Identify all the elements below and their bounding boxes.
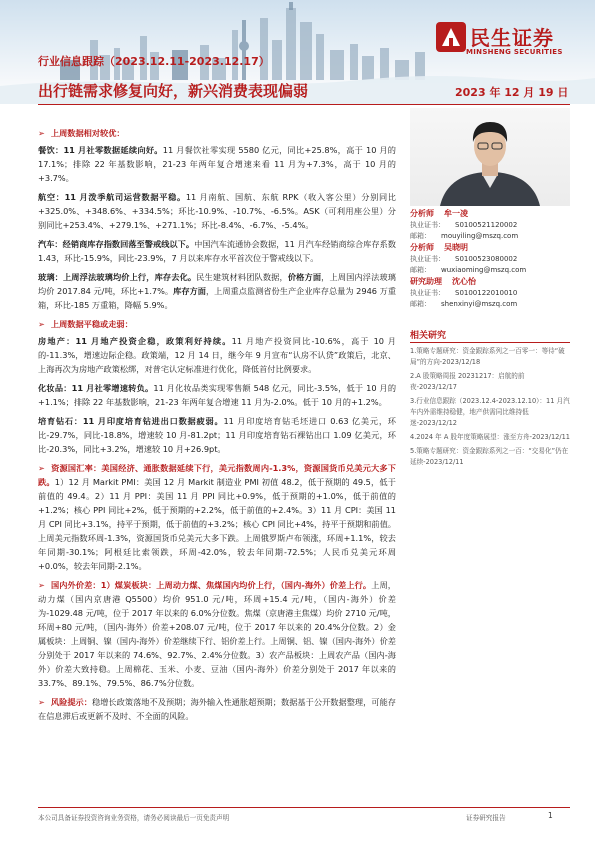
arrow-icon: ➢ bbox=[38, 319, 45, 329]
related-rule bbox=[410, 342, 570, 343]
related-item[interactable]: 2.A 股策略周报 20231217：启航的前夜-2023/12/17 bbox=[410, 372, 525, 391]
footer-doc-type: 证券研究报告 bbox=[466, 814, 506, 822]
related-item[interactable]: 4.2024 年 A 股年度策略展望：涨至方舟-2023/12/11 bbox=[410, 433, 570, 441]
paragraph-fx: ➢ 资源国汇率：美国经济、通胀数据延续下行，美元指数周内-1.3%，资源国货币兑美元大多下跌。1）12 月 Markit PMI：美国 12 月 Markit 制造业 PMI 初值 48.2，低于预期的 49.5，低于前值的 49.4。2）11 月 PPI：美国 11 月 PPI 同比+0.9%，低于预期的+1.0%，低于前值的+1.2%；核心 PPI 同比+2%，低于预期的+2.2%，低于前值的+2.4%。3）11 月 CPI：美国 11 月 CPI 同比+3.1%，持平于预期，低于前值的+3.2%；核心 CPI 同比+4%，持平于预期和前值。上周美元指数环周-1.3%，资源国货币兑美元大多下跌。上周俄罗斯卢布领涨，环周+1.1%，较去年同期-30.1%；阿根廷比索领跌，环周-42.0%，较去年同期-72.5%；人民币兑美元环周+0.0%，较去年同期-2.1%。 bbox=[38, 463, 396, 571]
analyst-card: 研究助理 沈心怡 执业证书： S0100122010010 邮箱： shenxinyi@mszq.com bbox=[410, 277, 518, 308]
analyst-portrait-image bbox=[410, 108, 570, 206]
main-column bbox=[38, 124, 396, 728]
paragraph-glass: 玻璃：上周浮法玻璃均价上行，库存去化。民生建筑材料团队数据，价格方面，上周国内浮法玻璃均价 2017.84 元/吨，环比+1.7%。库存方面，上周重点监测省份生产企业库存总量为 2946 万重箱，环比-185 万重箱，降幅 5.9%。 bbox=[38, 272, 397, 310]
page-number: 1 bbox=[548, 811, 553, 820]
analyst-card: 分析师 吴晓明 执业证书： S0100523080002 邮箱： wuxiaoming@mszq.com bbox=[410, 243, 527, 274]
header-banner bbox=[0, 0, 595, 104]
footer-disclaimer: 本公司具备证券投资咨询业务资格，请务必阅读最后一页免责声明 bbox=[38, 814, 230, 822]
logo-subtext: MINSHENG SECURITIES bbox=[466, 48, 563, 56]
paragraph-real-estate: 房地产：11 月地产投资企稳，政策利好持续。11 月地产投资同比-10.6%，高于 10 月的-11.3%，增速边际企稳。政策端，12 月 14 日，继今年 9 月宣布“认房不认贷”政策后，北京、上海再次为房地产政策松绑，对普宅认定标准进行优化，降低首付比例要求。 bbox=[38, 336, 396, 374]
related-item[interactable]: 1.策略专题研究：资金跟踪系列之一百零一：等待“破局”的方向-2023/12/18 bbox=[410, 347, 565, 366]
logo-text: 民生证券 bbox=[470, 26, 554, 50]
related-research-title: 相关研究 bbox=[410, 331, 447, 341]
paragraph-diamond: 培育钻石：11 月印度培育钻进出口数据疲弱。11 月印度培育钻毛坯进口 0.63 亿美元，环比-29.7%，同比-18.8%，增速较 10 月-81.2pt；11 月印度培育钻石裸钻出口 1.09 亿美元，环比-20.3%，同比+3.2%，增速较 10 月+26.9pt。 bbox=[38, 416, 396, 454]
paragraph-auto: 汽车：经销商库存指数回落至警戒线以下。中国汽车流通协会数据，11 月汽车经销商综合库存系数 1.43，环比-15.9%，同比-23.9%，7 月以来库存水平首次位于警戒线以下。 bbox=[38, 239, 396, 263]
arrow-icon: ➢ bbox=[38, 697, 45, 707]
analyst-card: 分析师 牟一凌 执业证书： S0100521120002 邮箱： mouyiling@mszq.com bbox=[410, 209, 519, 240]
report-title: 出行链需求修复向好，新兴消费表现偏弱 bbox=[38, 82, 309, 100]
arrow-icon: ➢ bbox=[38, 580, 45, 590]
arrow-icon: ➢ bbox=[38, 128, 45, 138]
paragraph-cosmetics: 化妆品：11 月社零增速转负。11 月化妆品类实现零售额 548 亿元，同比-3.5%，低于 10 月的+1.1%；排除 22 年基数影响，21-23 年两年复合增速 11 月为-2.0%。低于 10 月的+1.2%。 bbox=[38, 383, 397, 407]
report-date: 2023 年 12 月 19 日 bbox=[455, 86, 569, 99]
footer-rule bbox=[38, 807, 570, 808]
related-item[interactable]: 5.策略专题研究：资金跟踪系列之一百：“交易化”仍在延续-2023/12/11 bbox=[410, 447, 569, 466]
paragraph-spread: ➢ 国内外价差：1）煤炭板块：上周动力煤、焦煤国内均价上行，（国内-海外）价差上行。上周，动力煤（国内京唐港 Q5500）均价 951.0 元/吨，环周+15.4 元/吨，（国内-海外）价差为-1029.48 元/吨，位于 2017 年以来的 6.0%分位数。焦煤（京唐港主焦煤）均价 2710 元/吨，环周+80 元/吨，（国内-海外）价差+208.07 元/吨，位于 2017 年以来的 20.4%分位数。2）金属板块：上周铜、镍（国内-海外）价差继续下行、铝价差上行。上周铜、铝、镍（国内-海外）价差分别处于 2017 年以来的 74.6%、92.7%、2.4%分位数。3）农产品板块：上周农产品（国内-海外）价差大致持稳。上周棉花、玉米、小麦、豆油（国内-海外）价差分别处于 2017 年以来的 33.7%、89.1%、79.5%、86.7%分位数。 bbox=[38, 580, 396, 688]
arrow-icon: ➢ bbox=[38, 463, 45, 473]
analyst-photo bbox=[410, 108, 570, 206]
header-rule bbox=[38, 104, 570, 105]
paragraph-risk: ➢ 风险提示：稳增长政策落地不及预期；海外输入性通胀超预期；数据基于公开数据整理，可能存在信息滞后或更新不及时、不全面的风险。 bbox=[38, 697, 396, 721]
track-title: 行业信息跟踪（2023.12.11-2023.12.17） bbox=[38, 55, 270, 68]
section-heading: ➢ 上周数据相对较优： bbox=[38, 128, 125, 138]
paragraph-aviation: 航空：11 月泼季航司运营数据平稳。11 月南航、国航、东航 RPK（收入客公里）分别同比+325.0%、+348.6%、+334.5%；环比-10.9%、-10.7%、-6.5%。ASK（可利用座公里）分别同比+253.4%、+279.1%、+271.1%；环比-8.4%、-6.7%、-5.4%。 bbox=[38, 192, 396, 230]
related-research-list bbox=[410, 346, 570, 471]
related-item[interactable]: 3.行业信息跟踪（2023.12.4-2023.12.10）：11 月汽车内外需维持稳健，地产供需同比维持低迷-2023/12/12 bbox=[410, 397, 570, 427]
section-heading: ➢ 上周数据平稳或走弱： bbox=[38, 319, 133, 329]
paragraph-dining: 餐饮：11 月社零数据延续向好。11 月餐饮社零实现 5580 亿元，同比+25.8%，高于 10 月的 17.1%；排除 22 年基数影响，21-23 年两年复合增速来看 11 月为+7.3%，高于 10 月的+3.7%。 bbox=[38, 145, 396, 183]
